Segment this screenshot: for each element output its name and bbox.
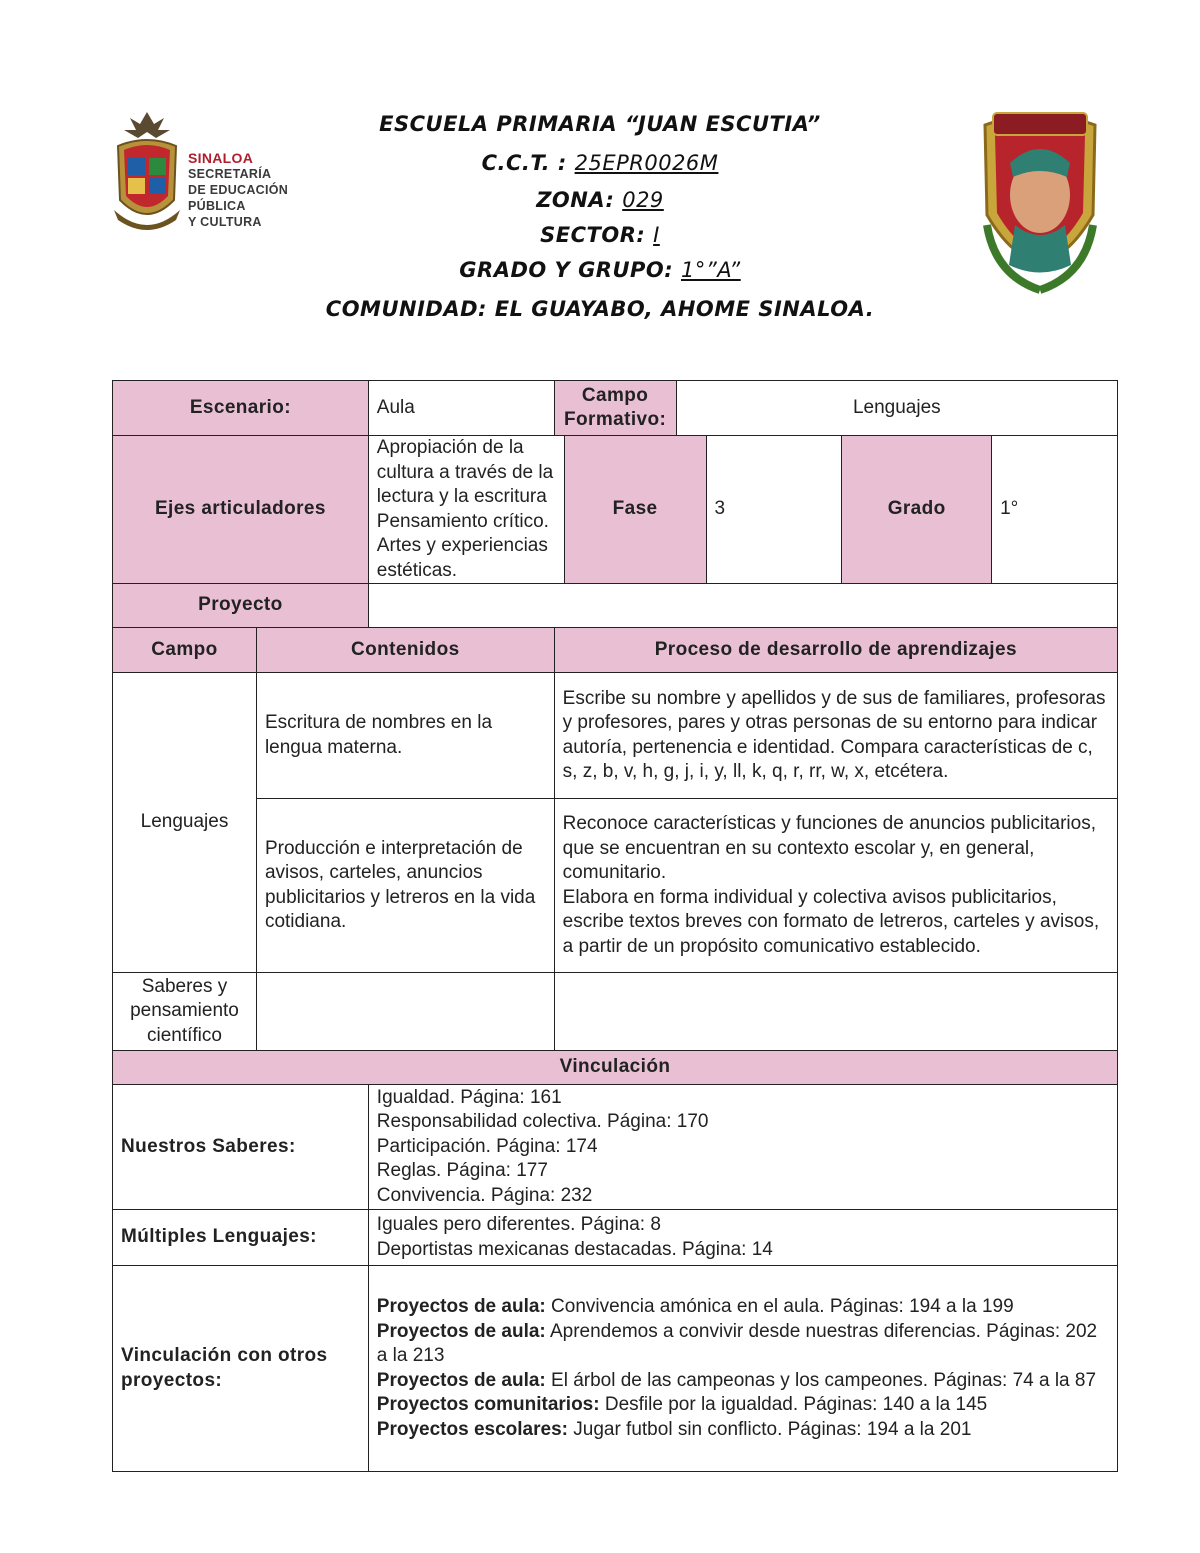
contenidos-header-row [113, 628, 1118, 673]
sepyc-line3: Y CULTURA [188, 215, 262, 229]
grado-value: 1° [992, 436, 1118, 584]
otros-proyectos-list [368, 1266, 1117, 1472]
proyecto-label: Proyecto [113, 584, 369, 628]
project-text: Aprendemos a convivir desde nuestras diferencias. Páginas: 202 a la 213 [376, 1320, 1098, 1366]
campo-formativo-label: Campo Formativo: [554, 381, 676, 436]
list-item: Convivencia. Página: 232 [376, 1184, 593, 1206]
sector-label: SECTOR: [540, 223, 654, 247]
escenario-row [113, 381, 1118, 436]
multiples-lenguajes-label: Múltiples Lenguajes: [113, 1210, 369, 1266]
saberes-proceso [554, 973, 1117, 1051]
fase-label: Fase [564, 436, 706, 584]
planning-table [112, 380, 1118, 1472]
zona-line [0, 188, 1200, 212]
contenido-2: Producción e interpretación de avisos, carteles, anuncios publicitarios y letreros en la vida cotidiana. [256, 799, 554, 973]
list-item: Reglas. Página: 177 [376, 1160, 548, 1182]
escenario-label: Escenario: [113, 381, 369, 436]
campo-formativo-value: Lenguajes [676, 381, 1117, 436]
sepyc-line2: DE EDUCACIÓN PÚBLICA [188, 183, 289, 213]
vinculacion-header-row [113, 1051, 1118, 1085]
project-kind: Proyectos comunitarios: [376, 1394, 600, 1415]
nuestros-saberes-list [368, 1085, 1117, 1210]
list-item [377, 1418, 1109, 1443]
list-item [377, 1295, 1109, 1320]
col-proceso-header: Proceso de desarrollo de aprendizajes [554, 628, 1117, 673]
saberes-row [113, 973, 1118, 1051]
grado-label: Grado [842, 436, 992, 584]
list-item: Participación. Página: 174 [376, 1135, 598, 1157]
zona-label: ZONA: [536, 188, 623, 212]
list-item [377, 1369, 1109, 1394]
sector-line [0, 223, 1200, 247]
proyecto-row [113, 584, 1118, 628]
proceso-1: Escribe su nombre y apellidos y de sus de familiares, profesoras y profesores, pares y otras personas de su entorno para indicar autoría, pertenencia e identidad. Compara características de c, s, z, b, v, h, g, j, i, y, ll, k, q, r, rr, w, x, etcétera. [554, 673, 1117, 799]
comunidad-line: COMUNIDAD: EL GUAYABO, AHOME SINALOA. [325, 297, 875, 321]
col-campo-header: Campo [113, 628, 257, 673]
otros-proyectos-row [113, 1266, 1118, 1472]
grado-line [0, 258, 1200, 282]
col-contenidos-header: Contenidos [256, 628, 554, 673]
project-kind: Proyectos de aula: [376, 1320, 546, 1342]
project-kind: Proyectos escolares: [376, 1418, 568, 1440]
cct-line [0, 151, 1200, 175]
sepyc-line1: SECRETARÍA [188, 167, 272, 181]
cct-value: 25EPR0026M [574, 151, 719, 175]
list-item [377, 1320, 1109, 1369]
list-item: Iguales pero diferentes. Página: 8 [376, 1214, 661, 1235]
multiples-lenguajes-row [113, 1210, 1118, 1266]
campo-saberes: Saberes y pensamiento científico [113, 973, 257, 1051]
contenido-1: Escritura de nombres en la lengua materna. [256, 673, 554, 799]
proyecto-value [368, 584, 1117, 628]
escenario-value: Aula [368, 381, 554, 436]
multiples-lenguajes-list [368, 1210, 1117, 1266]
vinculacion-title: Vinculación [113, 1051, 1118, 1085]
school-name: ESCUELA PRIMARIA “JUAN ESCUTIA” [379, 112, 821, 136]
list-item: Deportistas mexicanas destacadas. Página: 14 [376, 1238, 773, 1260]
contenido-row-1 [113, 673, 1118, 799]
ejes-value: Apropiación de la cultura a través de la lectura y la escritura Pensamiento crítico. Artes y experiencias estéticas. [368, 436, 564, 584]
otros-proyectos-label: Vinculación con otros proyectos: [113, 1266, 369, 1472]
grado-grupo-value: 1°”A” [680, 258, 741, 282]
list-item: Igualdad. Página: 161 [376, 1086, 562, 1108]
contenido-row-2 [113, 799, 1118, 973]
sector-value: I [653, 223, 660, 247]
project-text: Desfile por la igualdad. Páginas: 140 a la 145 [599, 1394, 988, 1415]
project-kind: Proyectos de aula: [376, 1296, 546, 1317]
project-text: Convivencia amónica en el aula. Páginas: 194 a la 199 [545, 1296, 1014, 1317]
ejes-row [113, 436, 1118, 584]
proceso-2a: Reconoce características y funciones de anuncios publicitarios, que se encuentran en su contexto escolar y, en general, comunitario. [562, 813, 1096, 883]
project-kind: Proyectos de aula: [376, 1369, 546, 1391]
list-item: Responsabilidad colectiva. Página: 170 [376, 1111, 709, 1133]
grado-grupo-label: GRADO Y GRUPO: [459, 258, 681, 282]
zona-value: 029 [622, 188, 664, 212]
project-text: Jugar futbol sin conflicto. Páginas: 194 a la 201 [567, 1418, 972, 1440]
proceso-2b: Elabora en forma individual y colectiva avisos publicitarios, escribe textos breves con formato de letreros, carteles y avisos, a partir de un propósito comunicativo establecido. [562, 886, 1100, 957]
saberes-contenido [256, 973, 554, 1051]
proceso-2 [554, 799, 1117, 973]
ejes-label: Ejes articuladores [113, 436, 369, 584]
campo-lenguajes: Lenguajes [113, 673, 257, 973]
list-item [377, 1393, 1109, 1418]
sinaloa-title: SINALOA [188, 150, 254, 166]
cct-label: C.C.T. : [481, 151, 575, 175]
project-text: El árbol de las campeonas y los campeones. Páginas: 74 a la 87 [545, 1369, 1097, 1391]
nuestros-saberes-label: Nuestros Saberes: [113, 1085, 369, 1210]
nuestros-saberes-row [113, 1085, 1118, 1210]
fase-value: 3 [706, 436, 842, 584]
